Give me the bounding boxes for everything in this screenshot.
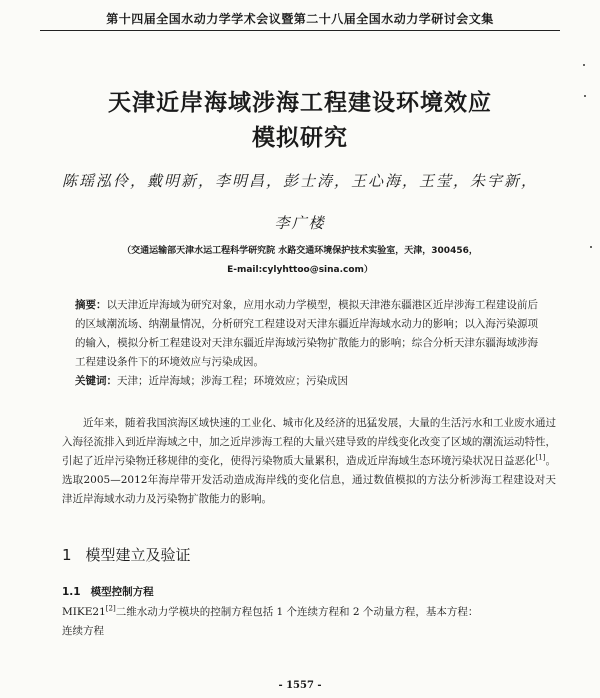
paper-title xyxy=(40,86,560,156)
intro-paragraph xyxy=(62,414,556,509)
title-line-2: 模拟研究 xyxy=(252,125,348,151)
affiliation xyxy=(40,242,560,280)
header-rule xyxy=(40,30,560,31)
body-line-2: 连续方程 xyxy=(62,625,104,637)
subsection-number: 1.1 xyxy=(62,586,81,598)
author-last: 李广楼 xyxy=(274,214,326,232)
body-pre: MIKE21 xyxy=(62,606,106,618)
abstract-text: 以天津近岸海域为研究对象，应用水动力学模型，模拟天津港东疆港区近岸涉海工程建设前后的区域潮流场、纳潮量情况，分析研究工程建设对天津东疆近岸海域水动力的影响；以入海污染源项的输入，模拟分析工程建设对天津东疆近岸海域污染物扩散能力的影响；综合分析天津东疆海域涉海工程建设条件下的环境效应与污染成因。 xyxy=(75,299,539,368)
running-head: 第十四届全国水动力学学术会议暨第二十八届全国水动力学研讨会文集 xyxy=(106,12,494,26)
page-number: - 1557 - xyxy=(278,680,322,691)
section-title: 模型建立及验证 xyxy=(85,546,191,564)
intro-text-2: 。选取2005—2012年海岸带开发活动造成海岸线的变化信息，通过数值模拟的方法分析涉海工程建设对天津近岸海域水动力及污染物扩散能力的影响。 xyxy=(62,455,557,505)
abstract-label: 摘要： xyxy=(75,299,107,311)
email: E-mail:cylyhttoo@sina.com） xyxy=(227,265,373,275)
subsection-title: 模型控制方程 xyxy=(90,586,154,598)
body-paragraph xyxy=(62,603,556,641)
scan-speck xyxy=(584,95,586,97)
body-post: 二维水动力学模块的控制方程包括 1 个连续方程和 2 个动量方程，基本方程： xyxy=(115,606,479,618)
section-heading-1 xyxy=(62,544,191,565)
keywords xyxy=(75,372,538,391)
citation-2: [2] xyxy=(105,604,116,613)
citation-1: [1] xyxy=(535,453,546,462)
section-number: 1 xyxy=(62,546,72,564)
abstract xyxy=(75,296,538,372)
keywords-text: 天津；近岸海域；涉海工程；环境效应；污染成因 xyxy=(117,375,348,387)
title-line-1: 天津近岸海域涉海工程建设环境效应 xyxy=(108,90,492,116)
body-line-1 xyxy=(62,603,556,622)
keywords-label: 关键词： xyxy=(75,375,117,387)
subsection-heading-1-1 xyxy=(62,584,154,599)
scan-speck xyxy=(583,64,585,66)
author-list: 陈瑶泓伶，戴明新，李明昌，彭士涛，王心海，王莹，朱宇新， xyxy=(61,172,538,190)
intro-text: 近年来，随着我国滨海区域快速的工业化、城市化及经济的迅猛发展，大量的生活污水和工业废水通过入海径流排入到近岸海域之中，加之近岸涉海工程的大量兴建导致的岸线变化改变了区域的潮流运动特性，引起了近岸污染物迁移规律的变化，使得污染物质大量累积，造成近岸海域生态环境污染状况日益恶化 xyxy=(62,417,556,467)
affiliation-text: （交通运输部天津水运工程科学研究院 水路交通环境保护技术实验室，天津，300456， xyxy=(122,246,478,256)
scan-speck xyxy=(590,246,592,248)
